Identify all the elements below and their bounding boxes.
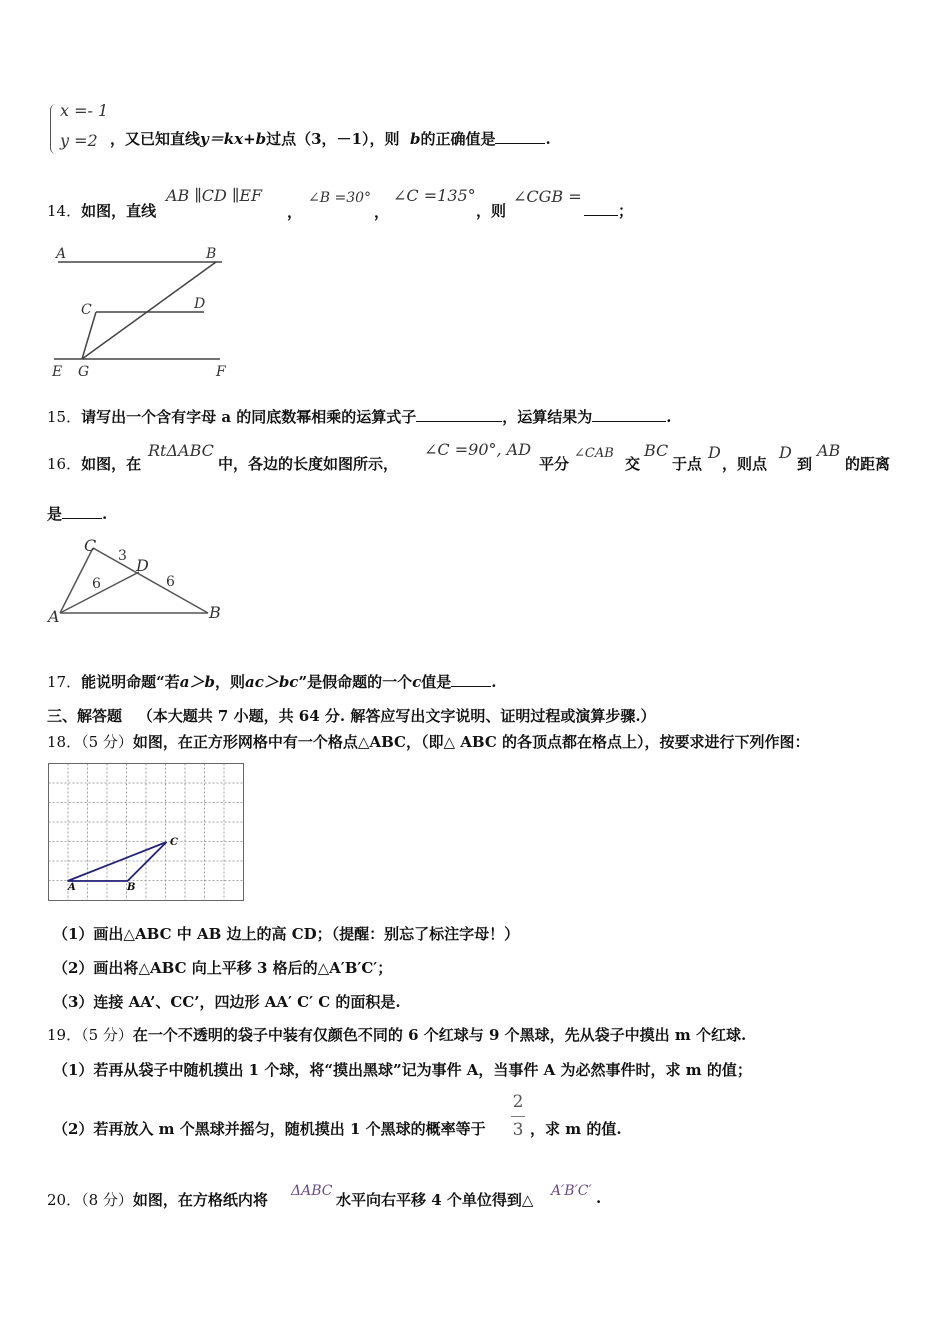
q16-ab: AB <box>817 441 841 460</box>
q16-point-d2: D <box>779 443 792 462</box>
q18-part1: （1）画出△ABC 中 AB 边上的高 CD；（提醒：别忘了标注字母！） <box>53 925 520 943</box>
q16-length-6-db: 6 <box>166 574 175 590</box>
q20-triangle: ΔABC <box>291 1183 333 1199</box>
q16-bisect: 平分 <box>539 455 570 473</box>
q16-jiao: 交 <box>625 455 641 473</box>
q13-system-x: x =- 1 <box>60 101 109 120</box>
q14-angle-b: ∠B =30° <box>308 190 372 206</box>
q13-system-y: y =2 <box>60 131 98 150</box>
q19-fraction-numerator: 2 <box>512 1092 524 1112</box>
section3-header: 三、解答题 （本大题共 7 小题，共 64 分. 解答应写出文字说明、证明过程或演算步骤.） <box>47 707 656 725</box>
q20-end: . <box>596 1189 602 1207</box>
q16-zedian: ，则点 <box>722 455 768 473</box>
q19-part2-end: ，求 m 的值. <box>530 1120 622 1138</box>
q18-label-c: C <box>170 837 178 848</box>
q16-condition: ∠C =90°, AD <box>424 440 532 459</box>
q16-label-c: C <box>84 536 97 555</box>
q18-question: 18．（5 分）如图，在正方形网格中有一个格点△ABC，（即△ ABC 的各顶点都在格点上），按要求进行下列作图： <box>47 733 810 751</box>
q16-dao: 到 <box>797 455 813 473</box>
q13-text: ，又已知直线y＝kx+b过点（3，－1），则 b的正确值是 . <box>110 130 551 148</box>
q14-then: ，则 <box>476 202 507 220</box>
q18-part3: （3）连接 AA’、CC’，四边形 AA′ C′ C 的面积是. <box>53 993 401 1011</box>
q14-label-b: B <box>206 246 217 262</box>
q19-part2: （2）若再放入 m 个黑球并摇匀，随机摸出 1 个黑球的概率等于 <box>53 1120 486 1138</box>
q14-label-g: G <box>78 364 90 380</box>
q15-question: 15．请写出一个含有字母 a 的同底数幂相乘的运算式子 ，运算结果为 . <box>47 408 672 426</box>
q16-juli: 的距离 <box>845 455 891 473</box>
q14-label-e: E <box>52 364 63 380</box>
q19-part1: （1）若再从袋子中随机摸出 1 个球，将“摸出黑球”记为事件 A，当事件 A 为必然事件时，求 m 的值； <box>53 1061 752 1079</box>
q14-question: 14．如图，直线 <box>47 202 157 220</box>
q16-yudian: 于点 <box>672 455 703 473</box>
q16-label-d: D <box>136 556 149 575</box>
q16-length-6-ad: 6 <box>92 576 101 592</box>
q16-cab: ∠CAB <box>574 446 614 461</box>
q19-question: 19．（5 分）在一个不透明的袋子中装有仅颜色不同的 6 个红球与 9 个黑球，先从袋子中摸出 m 个红球. <box>47 1026 747 1044</box>
q16-length-3: 3 <box>118 548 127 564</box>
q18-part2: （2）画出将△ABC 向上平移 3 格后的△A′B′C′； <box>53 959 393 977</box>
q20-text-b: 水平向右平移 4 个单位得到△ <box>336 1191 534 1209</box>
q19-fraction-denominator: 3 <box>512 1120 524 1140</box>
q20-triangle-prime: A′B′C′ <box>551 1183 592 1199</box>
q14-answer: ； <box>584 200 633 221</box>
q16-text-b: 中，各边的长度如图所示， <box>218 455 399 473</box>
q18-label-a: A <box>68 882 76 893</box>
q14-comma-2: ， <box>374 203 390 221</box>
q13-system-brace <box>50 104 59 154</box>
q16-bc: BC <box>644 441 669 460</box>
q14-label-a: A <box>56 246 67 262</box>
q18-grid-figure <box>47 762 247 904</box>
q17-question: 17．能说明命题“若a＞b，则ac＞bc”是假命题的一个c值是 . <box>47 673 497 691</box>
q18-label-b: B <box>127 882 136 893</box>
q20-question: 20．（8 分）如图，在方格纸内将 <box>47 1191 268 1209</box>
q14-angle-c: ∠C =135° <box>393 186 476 205</box>
q14-comma-1: ， <box>287 203 303 221</box>
q14-label-f: F <box>216 364 226 380</box>
q16-triangle: RtΔABC <box>148 441 214 460</box>
q16-label-a: A <box>48 607 60 626</box>
q16-label-b: B <box>209 603 221 622</box>
q14-label-c: C <box>81 302 92 318</box>
q16-question-start: 16．如图，在 <box>47 455 142 473</box>
q14-target: ∠CGB = <box>513 187 582 206</box>
q16-answer-line: 是 . <box>47 505 108 523</box>
q14-parallel: AB ∥CD ∥EF <box>166 186 263 205</box>
q16-figure <box>44 534 234 626</box>
q16-point-d: D <box>708 443 721 462</box>
q14-figure <box>44 240 244 382</box>
q14-label-d: D <box>194 296 206 312</box>
q19-fraction-bar <box>511 1116 525 1117</box>
